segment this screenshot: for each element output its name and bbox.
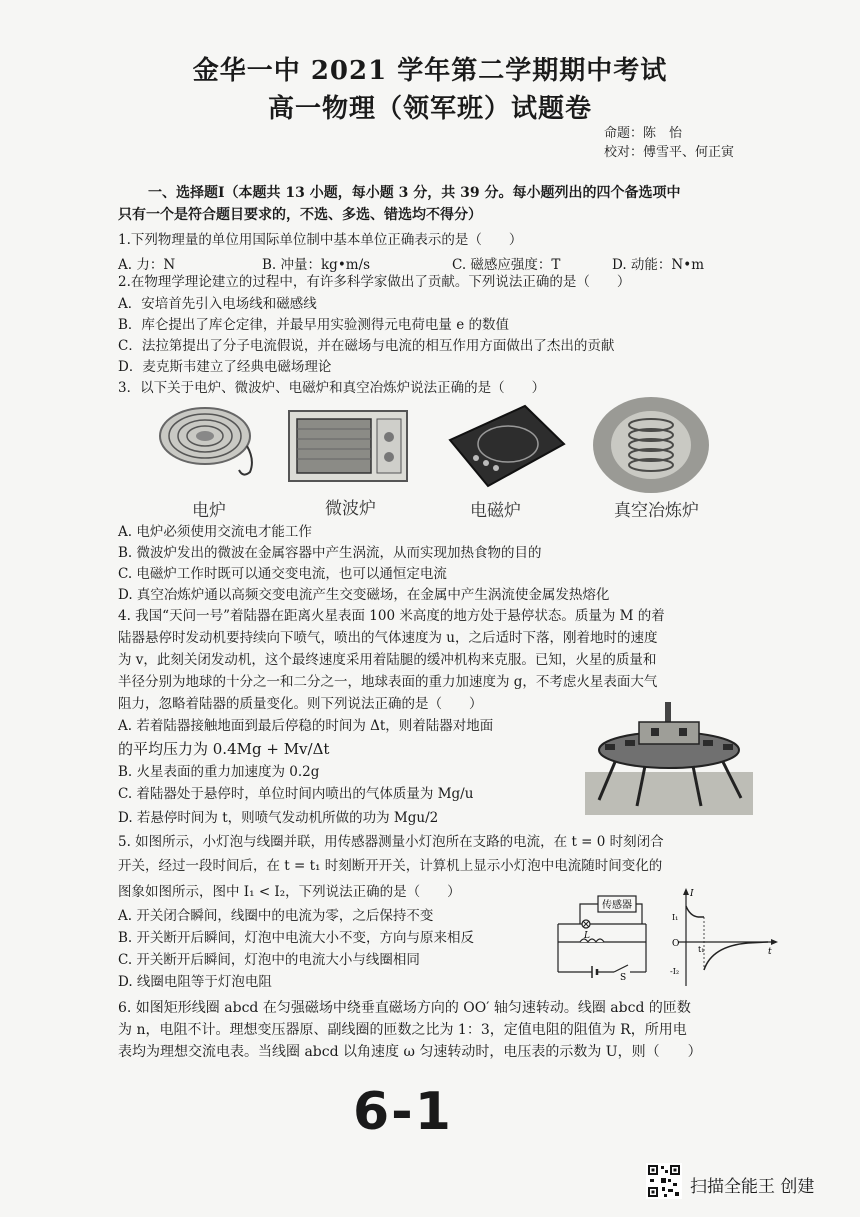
sensor-label: 传感器 [602,900,632,911]
exam-subtitle: 高一物理（领军班）试题卷 [267,94,592,124]
q3-option-b: B. 微波炉发出的微波在金属容器中产生涡流，从而实现加热食物的目的 [118,545,542,561]
current-decay-curve [704,942,768,970]
microwave-oven-image [285,405,415,490]
section-heading-line1: 一、选择题Ⅰ（本题共 13 小题，每小题 3 分，共 39 分。每小题列出的四个备选项中 [148,185,681,201]
q2-option-d: D．麦克斯韦建立了经典电磁场理论 [118,359,332,375]
q4-option-b: B. 火星表面的重力加速度为 0.2g [118,764,320,780]
mars-lander-image [585,700,753,815]
q2-option-c: C．法拉第提出了分子电流假说，并在磁场与电流的相互作用方面做出了杰出的贡献 [118,338,615,354]
q5-option-b: B. 开关断开后瞬间，灯泡中电流大小不变，方向与原来相反 [118,930,475,946]
q2-stem: 2.在物理学理论建立的过程中，有许多科学家做出了贡献。下列说法正确的是（ ） [118,274,631,290]
q5-stem-line1: 5. 如图所示，小灯泡与线圈并联，用传感器测量小灯泡所在支路的电流，在 t = 0 时刻闭合 [118,834,664,850]
reviewer-credit: 校对：傅雪平、何正寅 [604,145,735,160]
q6-stem-line3: 表均为理想交流电表。当线圈 abcd 以角速度 ω 匀速转动时，电压表的示数为 U，则（ ） [118,1044,702,1060]
vacuum-furnace-image [590,395,712,495]
qr-code-icon [646,1163,682,1199]
t1-label: t₁ [698,945,705,954]
q3-option-c: C. 电磁炉工作时既可以通交变电流，也可以通恒定电流 [118,566,447,582]
q4-option-c: C. 着陆器处于悬停时，单位时间内喷出的气体质量为 Mg/u [118,786,474,802]
neg-i2-label: -I₂ [670,967,680,976]
q4-option-a-line2: 的平均压力为 0.4Mg + Mv/Δt [118,740,330,758]
q4-stem-line4: 半径分别为地球的十分之一和二分之一，地球表面的重力加速度为 g，不考虑火星表面大气 [118,674,658,690]
q4-stem-line1: 4. 我国“天问一号”着陆器在距离火星表面 100 米高度的地方处于悬停状态。质量为 M 的着 [118,608,665,624]
q5-option-d: D. 线圈电阻等于灯泡电阻 [118,974,272,990]
section-heading-line2: 只有一个是符合题目要求的，不选、多选、错选均不得分） [118,207,482,223]
q2-option-b: B．库仑提出了库仑定律，并最早用实验测得元电荷电量 e 的数值 [118,317,509,333]
origin-label: O [672,939,680,949]
q4-option-d: D. 若悬停时间为 t，则喷气发动机所做的功为 Mgu/2 [118,810,439,826]
caption-microwave: 微波炉 [325,499,376,519]
q5-stem-line3: 图象如图所示，图中 I₁ < I₂，下列说法正确的是（ ） [118,884,461,900]
switch-label: S [620,973,627,980]
electric-stove-image [155,400,270,480]
induction-cooker-image [440,400,570,492]
q5-stem-line2: 开关，经过一段时间后，在 t = t₁ 时刻断开开关，计算机上显示小灯泡中电流随时间变化的 [118,858,663,874]
q3-option-a: A. 电炉必须使用交流电才能工作 [118,524,312,540]
q6-stem-line1: 6. 如图矩形线圈 abcd 在匀强磁场中绕垂直磁场方向的 OO′ 轴匀速转动。线圈 abcd 的匝数 [118,1000,691,1016]
caption-vacuum-furnace: 真空冶炼炉 [614,501,699,521]
q4-option-a-line1: A. 若着陆器接触地面到最后停稳的时间为 Δt，则着陆器对地面 [118,718,494,734]
q1-option-c: C. 磁感应强度：T [452,257,561,273]
q4-stem-line5: 阻力，忽略着陆器的质量变化。则下列说法正确的是（ ） [118,696,483,712]
circuit-diagram [550,892,656,980]
caption-electric-stove: 电炉 [192,501,226,521]
q6-stem-line2: 为 n，电阻不计。理想变压器原、副线圈的匝数之比为 1：3，定值电阻的阻值为 R，所用电 [118,1022,687,1038]
q1-stem: 1.下列物理量的单位用国际单位制中基本单位正确表示的是（ ） [118,232,523,248]
axis-i-label: I [690,889,694,899]
i1-label: I₁ [672,913,679,922]
exam-title: 金华一中 2021 学年第二学期期中考试 [192,56,668,86]
q2-option-a: A．安培首先引入电场线和磁感线 [118,296,317,312]
q4-stem-line2: 陆器悬停时发动机要持续向下喷气，喷出的气体速度为 u，之后适时下落，刚着地时的速度 [118,630,658,646]
axis-t-label: t [768,947,772,957]
coil-label: L [584,931,590,941]
q3-stem: 3．以下关于电炉、微波炉、电磁炉和真空冶炼炉说法正确的是（ ） [118,380,546,396]
q1-option-a: A. 力：N [118,257,176,273]
page-number: 6-1 [353,1082,453,1142]
q5-option-c: C. 开关断开后瞬间，灯泡中的电流大小与线圈相同 [118,952,420,968]
caption-induction-cooker: 电磁炉 [470,501,521,521]
q1-option-d: D. 动能：N•m [612,257,705,273]
footer-credit: 扫描全能王 创建 [690,1177,815,1197]
current-rise-curve [686,906,698,917]
q5-option-a: A. 开关闭合瞬间，线圈中的电流为零，之后保持不变 [118,908,434,924]
q3-option-d: D. 真空冶炼炉通以高频交变电流产生交变磁场，在金属中产生涡流使金属发热熔化 [118,587,610,603]
q1-option-b: B. 冲量：kg•m/s [262,257,371,273]
current-time-graph [668,886,780,990]
setter-credit: 命题：陈 怡 [604,126,683,141]
q4-stem-line3: 为 v，此刻关闭发动机，这个最终速度采用着陆腿的缓冲机构来克服。已知，火星的质量和 [118,652,657,668]
